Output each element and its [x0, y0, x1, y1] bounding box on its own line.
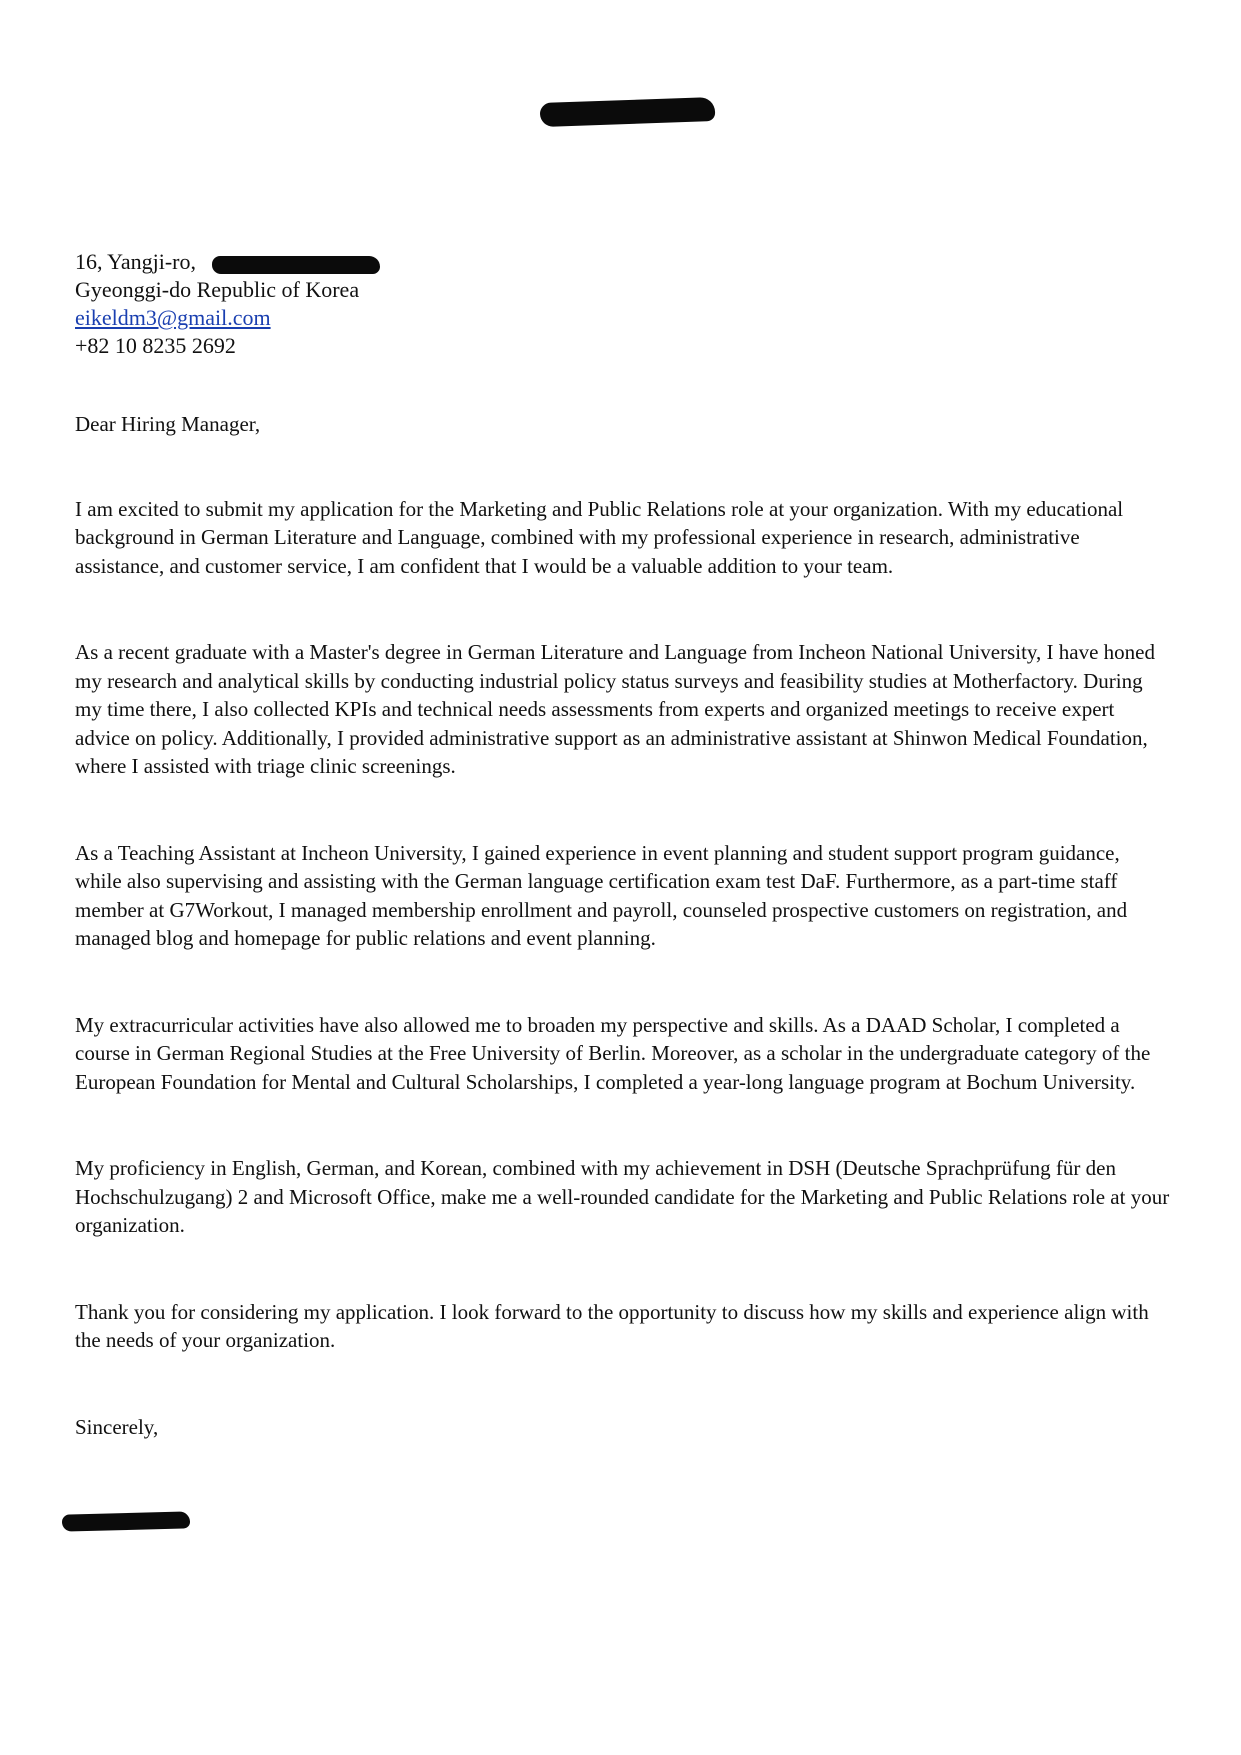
street-prefix: 16, Yangji-ro, [75, 249, 197, 274]
paragraph-education: As a recent graduate with a Master's degree in German Literature and Language from Incheon National University, I have honed my research and analytical skills by conducting industrial policy status surveys and feasibility studies at Motherfactory. During my time there, I also collected KPIs and technical needs assessments from experts and organized meetings to receive expert advice on policy. Additionally, I provided administrative support as an administrative assistant at Shinwon Medical Foundation, where I assisted with triage clinic screenings. [75, 640, 1155, 778]
redacted-signature [62, 1511, 190, 1531]
email-line [75, 304, 975, 332]
letter-body [75, 410, 1170, 1441]
phone-line: +82 10 8235 2692 [75, 333, 236, 358]
closing: Sincerely, [75, 1414, 159, 1439]
paragraph-experience: As a Teaching Assistant at Incheon University, I gained experience in event planning and student support program guidance, while also supervising and assisting with the German language certification exam test DaF. Furthermore, as a part-time staff member at G7Workout, I managed membership enrollment and payroll, counseled prospective customers on registration, and managed blog and homepage for public relations and event planning. [75, 840, 1128, 950]
paragraph-skills: My proficiency in English, German, and Korean, combined with my achievement in DSH (Deutsche Sprachprüfung für den Hochschulzugang) 2 and Microsoft Office, make me a well-rounded candidate for the Marketing and Public Relations role at your organization. [75, 1156, 1170, 1237]
paragraph-intro: I am excited to submit my application for the Marketing and Public Relations role at your organization. With my educational background in German Literature and Language, combined with my professional experience in research, administrative assistance, and customer service, I am confident that I would be a valuable addition to your team. [75, 496, 1124, 578]
address-line-street [75, 248, 975, 276]
salutation: Dear Hiring Manager, [75, 412, 261, 436]
address-line-region: Gyeonggi-do Republic of Korea [75, 277, 360, 302]
email-link[interactable]: eikeldm3@gmail.com [75, 305, 271, 330]
redacted-name-header [540, 97, 716, 127]
paragraph-extracurricular: My extracurricular activities have also allowed me to broaden my perspective and skills. As a DAAD Scholar, I completed a course in German Regional Studies at the Free University of Berlin. Moreover, as a scholar in the undergraduate category of the European Foundation for Mental and Cultural Scholarships, I completed a year-long language program at Bochum University. [75, 1012, 1151, 1094]
paragraph-thanks: Thank you for considering my application. I look forward to the opportunity to discuss how my skills and experience align with the needs of your organization. [75, 1299, 1149, 1352]
redacted-address [212, 256, 380, 274]
contact-block [75, 248, 975, 360]
